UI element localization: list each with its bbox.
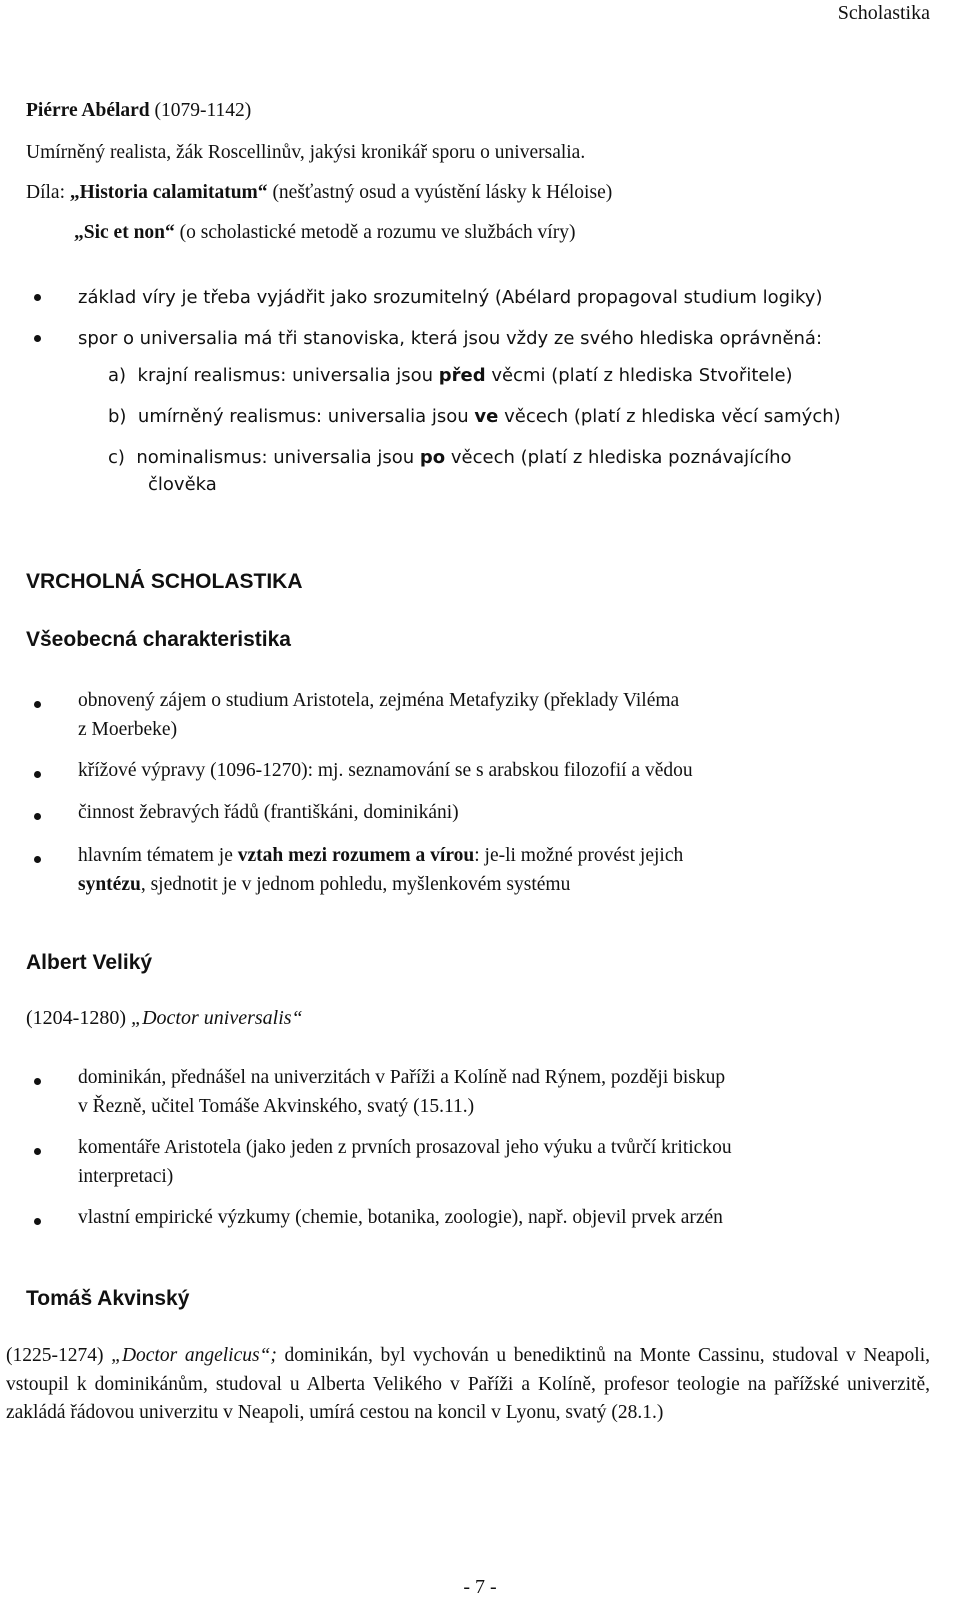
position-text: věcech (platí z hlediska věcí samých)	[498, 406, 841, 427]
position-text: umírněný realismus: universalia jsou	[137, 406, 475, 427]
abelard-bullet-2: spor o universalia má tři stanoviska, která jsou vždy ze svého hlediska oprávněná:	[78, 328, 823, 349]
albert-dates-line	[26, 1007, 303, 1030]
albert-heading: Albert Veliký	[26, 951, 153, 974]
position-text: nominalismus: universalia jsou	[136, 447, 420, 468]
bullet-icon	[34, 701, 41, 708]
work-historia-note: (nešťastný osud a vyústění lásky k Héloise)	[267, 182, 613, 203]
albert-epithet: „Doctor universalis“	[130, 1007, 303, 1029]
position-c	[108, 447, 792, 468]
bullet-emphasis: syntézu	[78, 874, 141, 895]
albert-bullet-3: vlastní empirické výzkumy (chemie, botanika, zoologie), např. objevil prvek arzén	[78, 1207, 723, 1228]
position-a	[108, 365, 793, 386]
bullet-text: , sjednotit je v jednom pohledu, myšlenkovém systému	[140, 874, 571, 895]
thomas-epithet: „Doctor angelicus“;	[111, 1345, 277, 1366]
high-bullet-3: činnost žebravých řádů (františkáni, dominikáni)	[78, 802, 459, 823]
bullet-icon	[34, 1218, 41, 1225]
abelard-works-line1	[26, 182, 612, 204]
albert-bullet-1-line1: dominikán, přednášel na univerzitách v Paříži a Kolíně nad Rýnem, později biskup	[78, 1067, 726, 1088]
work-sicetnon-note: (o scholastické metodě a rozumu ve službách víry)	[174, 222, 576, 243]
high-bullet-2: křížové výpravy (1096-1270): mj. seznamování se s arabskou filozofií a vědou	[78, 760, 693, 781]
bullet-icon	[34, 771, 41, 778]
bullet-icon	[34, 294, 41, 301]
albert-bullet-1-line2: v Řezně, učitel Tomáše Akvinského, svatý (15.11.)	[78, 1096, 475, 1117]
thomas-heading: Tomáš Akvinský	[26, 1287, 190, 1310]
running-header: Scholastika	[837, 2, 930, 24]
thomas-text: dominikán, byl vychován u benediktinů na Monte Cassinu, studoval v Neapoli, vstoupil k dominikánům, studoval u Alberta Velikého v Paříži a Kolíně, profesor teologie na pařížské univerzitě, zakládá řádovou univerzitu v Neapoli, umírá cestou na koncil v Lyonu, svatý (28.1.)	[6, 1345, 930, 1423]
position-b	[108, 406, 841, 427]
bullet-text: hlavním tématem je	[78, 845, 238, 866]
position-letter: a)	[108, 365, 127, 386]
albert-dates: (1204-1280)	[26, 1007, 131, 1029]
position-key: po	[419, 447, 446, 468]
work-historia-title: „Historia calamitatum“	[69, 182, 268, 203]
position-text: věcech (platí z hlediska poznávajícího	[445, 447, 792, 468]
page-number: - 7 -	[463, 1576, 497, 1598]
high-bullet-4-line1	[78, 841, 683, 870]
bullet-icon	[34, 1078, 41, 1085]
abelard-description: Umírněný realista, žák Roscellinův, jakýsi kronikář sporu o universalia.	[26, 142, 586, 163]
bullet-emphasis: vztah mezi rozumem a vírou	[237, 845, 475, 866]
section-subheading: Všeobecná charakteristika	[26, 628, 291, 651]
thomas-paragraph	[6, 1342, 930, 1428]
albert-bullet-2-line1: komentáře Aristotela (jako jeden z prvních prosazoval jeho výuku a tvůrčí kritickou	[78, 1137, 732, 1158]
abelard-name: Piérre Abélard	[26, 100, 150, 121]
abelard-bullet-1: základ víry je třeba vyjádřit jako srozumitelný (Abélard propagoval studium logiky)	[78, 287, 823, 308]
section-heading: VRCHOLNÁ SCHOLASTIKA	[26, 570, 303, 593]
position-letter: c)	[108, 447, 125, 468]
high-bullet-1-line2: z Moerbeke)	[78, 719, 178, 740]
bullet-icon	[34, 856, 41, 863]
work-sicetnon-title: „Sic et non“	[74, 222, 175, 243]
position-text: věcmi (platí z hlediska Stvořitele)	[485, 365, 793, 386]
high-bullet-4-line2	[78, 870, 570, 899]
works-label: Díla:	[26, 182, 70, 203]
position-key: před	[438, 365, 486, 386]
bullet-icon	[34, 335, 41, 342]
bullet-icon	[34, 813, 41, 820]
position-text: krajní realismus: universalia jsou	[137, 365, 439, 386]
abelard-works-line2	[74, 222, 575, 244]
bullet-text: : je-li možné provést jejich	[474, 845, 684, 866]
thomas-dates: (1225-1274)	[6, 1345, 112, 1366]
bullet-icon	[34, 1148, 41, 1155]
abelard-title	[26, 100, 251, 122]
high-bullet-1-line1: obnovený zájem o studium Aristotela, zejména Metafyziky (překlady Viléma	[78, 690, 680, 711]
abelard-dates: (1079-1142)	[154, 100, 252, 121]
position-key: ve	[474, 406, 499, 427]
position-c-continuation: člověka	[148, 474, 217, 495]
position-letter: b)	[108, 406, 127, 427]
albert-bullet-2-line2: interpretaci)	[78, 1166, 174, 1187]
